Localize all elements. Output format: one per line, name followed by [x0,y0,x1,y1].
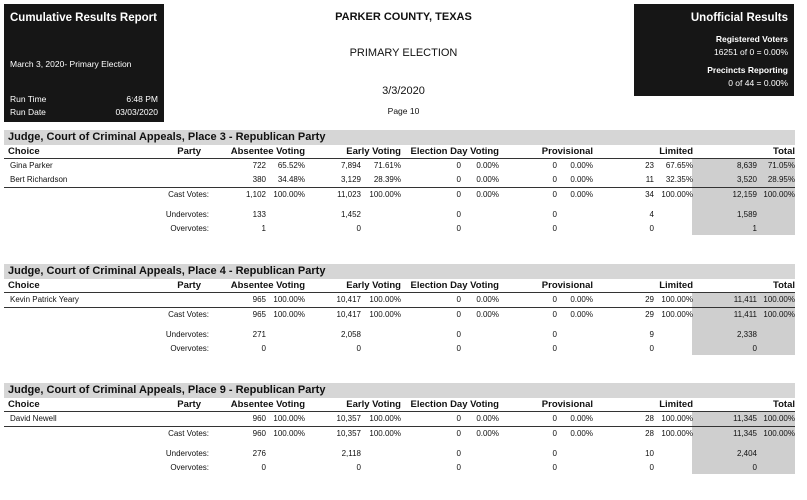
cast-eday: 0 [456,429,461,438]
candidate-name: Bert Richardson [10,175,68,184]
column-header-party: Party [177,280,201,291]
over-lim: 0 [649,224,654,233]
overvotes-label: Overvotes: [170,344,209,353]
column-header-early: Early Voting [346,399,401,410]
value-eday: 0 [456,414,461,423]
cast-abs: 960 [252,429,266,438]
overvotes-label: Overvotes: [170,224,209,233]
cast-abs-p: 100.00% [273,429,305,438]
candidate-name: Kevin Patrick Yeary [10,295,79,304]
value-early: 7,894 [340,161,361,170]
under-lim: 10 [645,449,654,458]
column-header-party: Party [177,146,201,157]
overvotes-row [4,461,795,475]
under-early: 2,058 [340,330,361,339]
cast-lim: 28 [645,429,654,438]
value-tot-p: 28.95% [767,175,795,184]
value-abs-p: 34.48% [277,175,305,184]
race-title: Judge, Court of Criminal Appeals, Place 3 - Republican Party [4,130,795,145]
value-abs: 965 [252,295,266,304]
value-lim: 28 [645,414,654,423]
under-eday: 0 [456,449,461,458]
precincts-label: Precincts Reporting [707,65,788,75]
race-section [4,130,795,236]
cast-votes-label: Cast Votes: [168,190,209,199]
value-abs: 960 [252,414,266,423]
over-prov: 0 [552,463,557,472]
under-abs: 133 [252,210,266,219]
cast-eday: 0 [456,310,461,319]
undervotes-row [4,328,795,342]
candidate-name: David Newell [10,414,57,423]
column-header-early: Early Voting [346,146,401,157]
value-early-p: 71.61% [373,161,401,170]
column-header-election-day: Election Day Voting [410,280,499,291]
value-lim: 11 [645,175,654,184]
cast-prov-p: 0.00% [570,310,593,319]
over-early: 0 [356,344,361,353]
cast-early-p: 100.00% [369,429,401,438]
cast-eday-p: 0.00% [476,190,499,199]
value-early-p: 28.39% [373,175,401,184]
over-abs: 0 [261,344,266,353]
column-header-provisional: Provisional [541,146,593,157]
cast-early: 10,417 [336,310,361,319]
run-time-value: 6:48 PM [126,94,158,104]
value-abs-p: 100.00% [273,414,305,423]
value-lim-p: 67.65% [665,161,693,170]
value-abs: 380 [252,175,266,184]
election-line: March 3, 2020- Primary Election [10,59,132,69]
cast-early-p: 100.00% [369,310,401,319]
value-prov-p: 0.00% [570,295,593,304]
over-tot: 0 [752,344,757,353]
value-eday-p: 0.00% [476,175,499,184]
undervotes-label: Undervotes: [165,210,209,219]
column-header-provisional: Provisional [541,399,593,410]
under-early: 1,452 [340,210,361,219]
run-date-value: 03/03/2020 [115,107,158,117]
value-eday-p: 0.00% [476,161,499,170]
under-prov: 0 [552,330,557,339]
cast-tot-p: 100.00% [763,190,795,199]
over-lim: 0 [649,463,654,472]
cast-eday: 0 [456,190,461,199]
value-tot: 3,520 [736,175,757,184]
under-prov: 0 [552,449,557,458]
cast-prov-p: 0.00% [570,429,593,438]
cast-abs: 965 [252,310,266,319]
column-header-choice: Choice [8,280,40,291]
column-header-row [4,398,795,412]
over-eday: 0 [456,463,461,472]
column-header-early: Early Voting [346,280,401,291]
race-section [4,383,795,475]
page-number: Page 10 [387,106,420,116]
value-lim-p: 100.00% [661,295,693,304]
under-eday: 0 [456,330,461,339]
cast-votes-label: Cast Votes: [168,310,209,319]
under-tot: 2,338 [736,330,757,339]
over-prov: 0 [552,224,557,233]
cast-tot-p: 100.00% [763,310,795,319]
value-tot-p: 71.05% [767,161,795,170]
cast-lim-p: 100.00% [661,429,693,438]
column-header-row [4,279,795,293]
value-prov-p: 0.00% [570,161,593,170]
election-date: 3/3/2020 [382,85,425,97]
election-title: PRIMARY ELECTION [349,47,458,59]
value-prov-p: 0.00% [570,175,593,184]
column-header-limited: Limited [659,146,693,157]
value-tot: 11,345 [733,414,757,423]
cast-votes-row [4,187,795,202]
under-prov: 0 [552,210,557,219]
value-abs-p: 65.52% [277,161,305,170]
over-abs: 0 [261,463,266,472]
under-lim: 9 [649,330,654,339]
value-eday-p: 0.00% [476,295,499,304]
column-header-election-day: Election Day Voting [410,146,499,157]
column-header-total: Total [773,280,795,291]
under-eday: 0 [456,210,461,219]
over-early: 0 [356,224,361,233]
cast-early: 11,023 [337,190,361,199]
value-lim: 29 [645,295,654,304]
undervotes-label: Undervotes: [165,330,209,339]
race-title: Judge, Court of Criminal Appeals, Place 9 - Republican Party [4,383,795,398]
cast-eday-p: 0.00% [476,310,499,319]
under-abs: 276 [252,449,266,458]
under-early: 2,118 [341,449,361,458]
value-eday: 0 [456,295,461,304]
over-eday: 0 [456,344,461,353]
county-title: PARKER COUNTY, TEXAS [335,11,472,23]
run-time-label: Run Time [10,94,47,104]
cast-lim: 34 [645,190,654,199]
cast-tot: 12,159 [732,190,757,199]
column-header-election-day: Election Day Voting [410,399,499,410]
value-eday: 0 [456,175,461,184]
value-early: 10,417 [336,295,361,304]
value-lim: 23 [645,161,654,170]
column-header-choice: Choice [8,146,40,157]
candidate-row [4,159,795,173]
cast-votes-row [4,307,795,322]
cast-abs-p: 100.00% [273,310,305,319]
overvotes-label: Overvotes: [170,463,209,472]
cast-early-p: 100.00% [369,190,401,199]
cast-lim-p: 100.00% [661,190,693,199]
value-tot-p: 100.00% [763,414,795,423]
column-header-provisional: Provisional [541,280,593,291]
cast-eday-p: 0.00% [476,429,499,438]
value-lim-p: 100.00% [661,414,693,423]
over-eday: 0 [456,224,461,233]
column-header-limited: Limited [659,399,693,410]
value-eday-p: 0.00% [476,414,499,423]
value-tot: 11,411 [733,295,757,304]
value-abs-p: 100.00% [273,295,305,304]
value-lim-p: 32.35% [665,175,693,184]
cast-prov: 0 [552,429,557,438]
value-tot: 8,639 [736,161,757,170]
under-lim: 4 [649,210,654,219]
over-tot: 0 [752,463,757,472]
value-early: 10,357 [336,414,361,423]
undervotes-row [4,447,795,461]
column-header-party: Party [177,399,201,410]
column-header-limited: Limited [659,280,693,291]
unofficial-results-panel [634,4,794,96]
under-tot: 2,404 [736,449,757,458]
value-abs: 722 [252,161,266,170]
value-prov: 0 [552,175,557,184]
column-header-row [4,145,795,159]
cast-prov: 0 [552,310,557,319]
value-eday: 0 [456,161,461,170]
cast-lim-p: 100.00% [661,310,693,319]
candidate-name: Gina Parker [10,161,53,170]
cast-tot: 11,345 [733,429,757,438]
candidate-row [4,173,795,187]
column-header-choice: Choice [8,399,40,410]
value-prov: 0 [552,295,557,304]
registered-voters-value: 16251 of 0 = 0.00% [714,47,788,57]
value-early-p: 100.00% [369,414,401,423]
column-header-total: Total [773,146,795,157]
value-prov: 0 [552,414,557,423]
cast-prov: 0 [552,190,557,199]
cast-abs: 1,102 [245,190,266,199]
cast-votes-row [4,426,795,441]
over-prov: 0 [552,344,557,353]
run-date-label: Run Date [10,107,46,117]
value-early-p: 100.00% [369,295,401,304]
over-lim: 0 [649,344,654,353]
cast-votes-label: Cast Votes: [168,429,209,438]
column-header-absentee: Absentee Voting [230,146,305,157]
value-tot-p: 100.00% [763,295,795,304]
report-title: Cumulative Results Report [10,12,157,24]
candidate-row [4,293,795,307]
value-early: 3,129 [340,175,361,184]
under-tot: 1,589 [736,210,757,219]
cast-prov-p: 0.00% [570,190,593,199]
column-header-absentee: Absentee Voting [230,399,305,410]
undervotes-label: Undervotes: [165,449,209,458]
cast-tot: 11,411 [733,310,757,319]
registered-voters-label: Registered Voters [715,34,788,44]
cast-tot-p: 100.00% [763,429,795,438]
column-header-total: Total [773,399,795,410]
race-section [4,264,795,356]
cast-early: 10,357 [336,429,361,438]
over-early: 0 [356,463,361,472]
over-tot: 1 [752,224,757,233]
precincts-value: 0 of 44 = 0.00% [728,78,788,88]
under-abs: 271 [252,330,266,339]
cast-lim: 29 [645,310,654,319]
value-prov-p: 0.00% [570,414,593,423]
cast-abs-p: 100.00% [273,190,305,199]
value-prov: 0 [552,161,557,170]
undervotes-row [4,208,795,222]
column-header-absentee: Absentee Voting [230,280,305,291]
unofficial-title: Unofficial Results [690,12,788,24]
overvotes-row [4,222,795,236]
candidate-row [4,412,795,426]
over-abs: 1 [261,224,266,233]
race-title: Judge, Court of Criminal Appeals, Place 4 - Republican Party [4,264,795,279]
overvotes-row [4,342,795,356]
